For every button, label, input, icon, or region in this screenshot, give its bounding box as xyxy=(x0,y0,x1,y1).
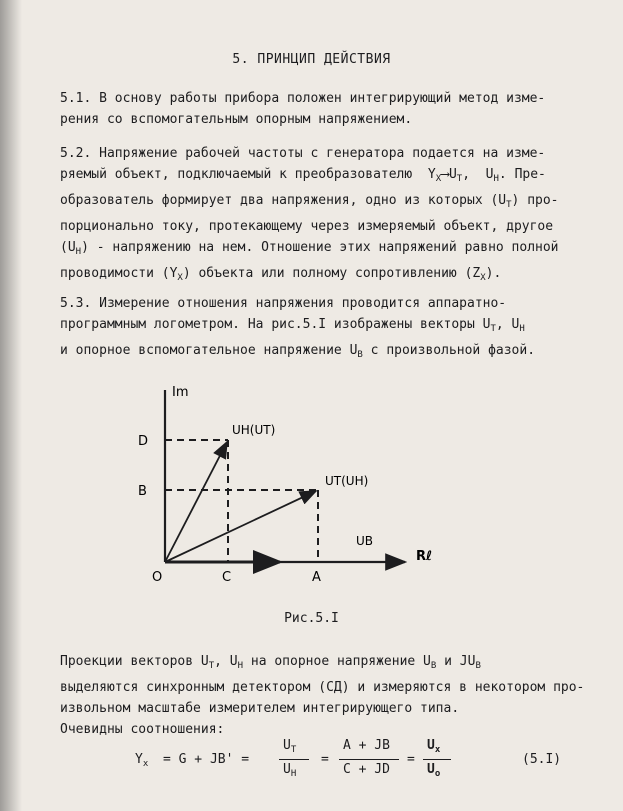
vector-uh xyxy=(165,442,227,562)
p53-line2: программным логометром. На рис.5.I изображены векторы $U_T$, $U_H$ xyxy=(60,317,525,334)
fraction1-denominator: $U_H$ xyxy=(283,762,297,779)
formula-5-1 xyxy=(135,738,555,788)
fraction3-denominator: $U_o$ xyxy=(427,762,441,779)
vector-ut xyxy=(165,491,316,562)
formula-eq2: = xyxy=(321,752,329,767)
vector-diagram xyxy=(120,382,460,592)
fraction2-denominator: C + JD xyxy=(343,762,390,777)
label-a: A xyxy=(312,570,321,585)
paragraph-projections xyxy=(60,651,585,740)
label-uh-ut: UH(UT) xyxy=(232,423,276,437)
paragraph-5-3 xyxy=(60,293,580,366)
p52-line2: ряемый объект, подключаемый к преобразователю $Y_X⟶U_T$, $U_H$. Пре- xyxy=(60,167,546,184)
fraction1-numerator: $U_T$ xyxy=(283,738,297,755)
label-o: O xyxy=(152,570,163,585)
p54-line3: извольном масштабе измерителем интегрирующего типа. xyxy=(60,701,460,716)
page-edge-shadow xyxy=(0,0,22,811)
fraction3-numerator: $U_x$ xyxy=(427,738,441,755)
label-re: Rℓ xyxy=(416,549,433,564)
p52-line5: $(U_H)$ - напряжению на нем. Отношение этих напряжений равно полной xyxy=(60,240,559,257)
p53-line3: и опорное вспомогательное напряжение $U_B$ с произвольной фазой. xyxy=(60,343,536,360)
label-d: D xyxy=(138,434,149,449)
label-ut-uh: UT(UH) xyxy=(325,474,369,488)
paragraph-5-1 xyxy=(60,88,580,130)
p52-line6: проводимости $(Y_X)$ объекта или полному сопротивлению $(Z_X)$. xyxy=(60,266,502,283)
fraction2-numerator: A + JB xyxy=(343,738,390,753)
p51-line2: рения со вспомогательным опорным напряжением. xyxy=(60,112,413,127)
fraction2-bar xyxy=(339,759,399,760)
label-c: C xyxy=(222,570,232,585)
formula-eq1: = G + JB' = xyxy=(163,752,250,767)
figure-caption: Рис.5.I xyxy=(284,611,339,626)
p54-line4: Очевидны соотношения: xyxy=(60,722,225,737)
p53-line1: 5.3. Измерение отношения напряжения проводится аппаратно- xyxy=(60,296,507,311)
label-ub: UB xyxy=(356,534,374,548)
p52-line4: порционально току, протекающему через измеряемый объект, другое xyxy=(60,219,554,234)
fraction3-bar xyxy=(423,759,451,760)
formula-eq3: = xyxy=(407,752,415,767)
p52-line3: образователь формирует два напряжения, одно из которых $(U_T)$ про- xyxy=(60,193,559,210)
section-heading: 5. ПРИНЦИП ДЕЙСТВИЯ xyxy=(232,52,391,67)
label-b: B xyxy=(138,484,147,499)
p54-line2: выделяются синхронным детектором (СД) и измеряются в некотором про- xyxy=(60,680,585,695)
p51-line1: 5.1. В основу работы прибора положен интегрирующий метод изме- xyxy=(60,91,546,106)
equation-number: (5.I) xyxy=(522,752,562,767)
paragraph-5-2 xyxy=(60,143,580,289)
formula-lhs: $Y_x$ xyxy=(135,752,149,769)
p54-line1: Проекции векторов $U_T$, $U_H$ на опорное напряжение $U_B$ и $JU_B$ xyxy=(60,654,481,671)
fraction1-bar xyxy=(279,759,309,760)
p52-line1: 5.2. Напряжение рабочей частоты с генератора подается на изме- xyxy=(60,146,546,161)
label-im: Im xyxy=(172,385,189,400)
